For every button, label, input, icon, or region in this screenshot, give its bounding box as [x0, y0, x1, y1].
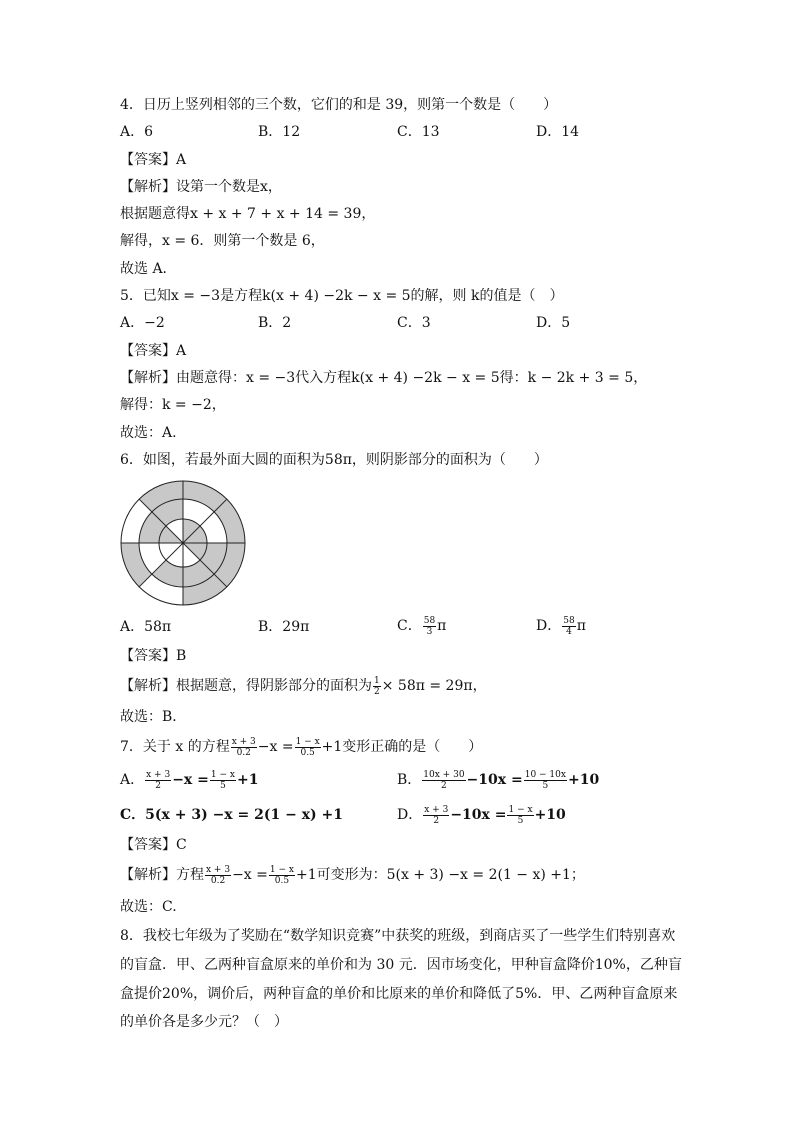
q4-analysis-1: 【解析】设第一个数是x， — [120, 179, 282, 195]
q7-option-b-mid: −10x = — [466, 772, 523, 788]
q6-option-c-prefix: C． — [397, 618, 422, 634]
fraction-denominator: 3 — [426, 626, 433, 637]
q6-analysis-suffix: × 58π = 29π， — [381, 678, 487, 694]
fraction-numerator: 10x + 30 — [423, 769, 465, 780]
q6-stem: 6．如图，若最外面大圆的面积为58π，则阴影部分的面积为（ ） — [120, 452, 548, 468]
q7-option-b-fraction-2 — [524, 770, 567, 791]
fraction-numerator: x + 3 — [206, 864, 231, 875]
fraction-numerator: 1 — [374, 675, 380, 686]
q5-analysis-3: 故选：A. — [120, 425, 177, 441]
fraction-denominator: 4 — [566, 626, 572, 637]
q7-option-b-fraction-1 — [422, 770, 465, 791]
q7-stem-mid: −x = — [257, 739, 294, 755]
fraction-numerator: 1 − x — [295, 736, 320, 747]
q7-option-a-mid: −x = — [172, 772, 209, 788]
q7-option-b — [397, 766, 599, 794]
q7-option-d-fraction-2 — [507, 805, 533, 826]
fraction-numerator: 58 — [423, 615, 436, 626]
concentric-circles-figure — [118, 478, 248, 608]
q7-option-d-prefix: D． — [397, 807, 423, 823]
fraction-numerator: x + 3 — [231, 736, 256, 747]
fraction-numerator: x + 3 — [424, 804, 449, 815]
q6-option-c-fraction — [423, 616, 436, 637]
q7-analysis-mid: −x = — [232, 867, 268, 883]
q7-analysis-prefix: 【解析】方程 — [120, 867, 204, 883]
q5-analysis-1: 【解析】由题意得：x = −3代入方程k(x + 4) −2k − x = 5得：k − 2k + 3 = 5， — [120, 370, 648, 386]
q5-option-a: A．−2 — [120, 315, 165, 331]
q7-option-d-suffix: +10 — [534, 807, 566, 823]
q7-option-a-fraction-1 — [145, 770, 171, 791]
fraction-numerator: 1 − x — [508, 804, 533, 815]
fraction-denominator: 5 — [542, 780, 549, 791]
q7-stem-suffix: +1变形正确的是（ ） — [321, 739, 483, 755]
q7-option-a-prefix: A． — [120, 772, 145, 788]
q6-option-c — [397, 612, 446, 640]
fraction-numerator: 1 − x — [210, 769, 235, 780]
q4-stem: 4．日历上竖列相邻的三个数，它们的和是 39，则第一个数是（ ） — [120, 97, 558, 113]
q8-line-3: 盒提价20%，调价后，两种盲盒的单价和比原来的单价和降低了5%．甲、乙两种盲盒原来 — [120, 986, 678, 1002]
q7-stem-prefix: 7．关于 x 的方程 — [120, 739, 230, 755]
q7-option-b-prefix: B． — [397, 772, 422, 788]
q6-option-a: A．58π — [120, 619, 172, 635]
q7-analysis-fraction-1 — [205, 865, 231, 886]
fraction-numerator: 10 − 10x — [524, 769, 566, 780]
fraction-denominator: 5 — [220, 780, 226, 791]
q6-analysis — [120, 672, 487, 700]
q6-option-d — [536, 612, 586, 640]
q6-option-d-prefix: D． — [536, 618, 562, 634]
q6-option-b: B．29π — [258, 619, 310, 635]
q7-option-d-mid: −10x = — [450, 807, 507, 823]
q7-option-a-fraction-2 — [210, 770, 236, 791]
q4-option-a: A．6 — [120, 124, 154, 140]
q6-option-d-fraction — [562, 616, 575, 637]
q7-stem — [120, 733, 482, 761]
q4-analysis-4: 故选 A． — [120, 261, 177, 277]
q7-option-d-fraction-1 — [423, 805, 449, 826]
q8-line-1: 8．我校七年级为了奖励在“数学知识竞赛”中获奖的班级，到商店买了一些学生们特别喜欢 — [120, 928, 676, 944]
q6-analysis-end: 故选：B． — [120, 709, 187, 725]
q8-line-4: 的单价各是多少元？（ ） — [120, 1014, 288, 1030]
q8-line-2: 的盲盒．甲、乙两种盲盒原来的单价和为 30 元．因市场变化，甲种盲盒降价10%，乙种盲 — [120, 957, 682, 973]
q6-option-d-suffix: π — [576, 618, 586, 634]
fraction-denominator: 0.5 — [274, 875, 290, 886]
q6-answer: 【答案】B — [120, 648, 187, 664]
q7-answer: 【答案】C — [120, 837, 187, 853]
q7-option-a — [120, 766, 258, 794]
fraction-numerator: 1 − x — [269, 864, 294, 875]
fraction-denominator: 2 — [433, 815, 440, 826]
q5-answer: 【答案】A — [120, 343, 187, 359]
q7-stem-fraction-2 — [295, 737, 321, 758]
q4-answer: 【答案】A — [120, 152, 187, 168]
fraction-denominator: 5 — [517, 815, 524, 826]
fraction-denominator: 2 — [374, 686, 380, 697]
q7-stem-fraction-1 — [231, 737, 257, 758]
fraction-denominator: 2 — [441, 780, 447, 791]
fraction-denominator: 0.2 — [236, 747, 251, 758]
q5-option-c: C．3 — [397, 315, 431, 331]
q4-analysis-3: 解得，x = 6．则第一个数是 6， — [120, 233, 325, 249]
q7-option-b-suffix: +10 — [567, 772, 600, 788]
q6-option-c-suffix: π — [437, 618, 447, 634]
fraction-denominator: 0.5 — [300, 747, 315, 758]
q7-analysis-fraction-2 — [269, 865, 295, 886]
q7-analysis-end: 故选：C. — [120, 899, 177, 915]
fraction-denominator: 2 — [155, 780, 162, 791]
q5-option-b: B．2 — [258, 315, 292, 331]
fraction-numerator: 58 — [563, 615, 575, 626]
q4-option-c: C．13 — [397, 124, 440, 140]
q5-analysis-2: 解得：k = −2， — [120, 397, 226, 413]
q7-option-d — [397, 801, 566, 829]
q7-option-a-suffix: +1 — [236, 772, 259, 788]
fraction-numerator: x + 3 — [146, 769, 171, 780]
fraction-denominator: 0.2 — [210, 875, 226, 886]
q7-option-c: C．5(x + 3) −x = 2(1 − x) +1 — [120, 807, 344, 823]
q7-analysis — [120, 861, 585, 889]
q6-analysis-prefix: 【解析】根据题意，得阴影部分的面积为 — [120, 678, 372, 694]
q7-analysis-suffix: +1可变形为：5(x + 3) −x = 2(1 − x) +1； — [295, 867, 585, 883]
q4-analysis-2: 根据题意得x + x + 7 + x + 14 = 39， — [120, 206, 376, 222]
q5-stem: 5．已知x = −3是方程k(x + 4) −2k − x = 5的解，则 k的值是（ ） — [120, 288, 564, 304]
q4-option-d: D．14 — [536, 124, 580, 140]
q6-analysis-fraction — [373, 676, 381, 697]
q5-option-d: D．5 — [536, 315, 571, 331]
q4-option-b: B．12 — [258, 124, 301, 140]
